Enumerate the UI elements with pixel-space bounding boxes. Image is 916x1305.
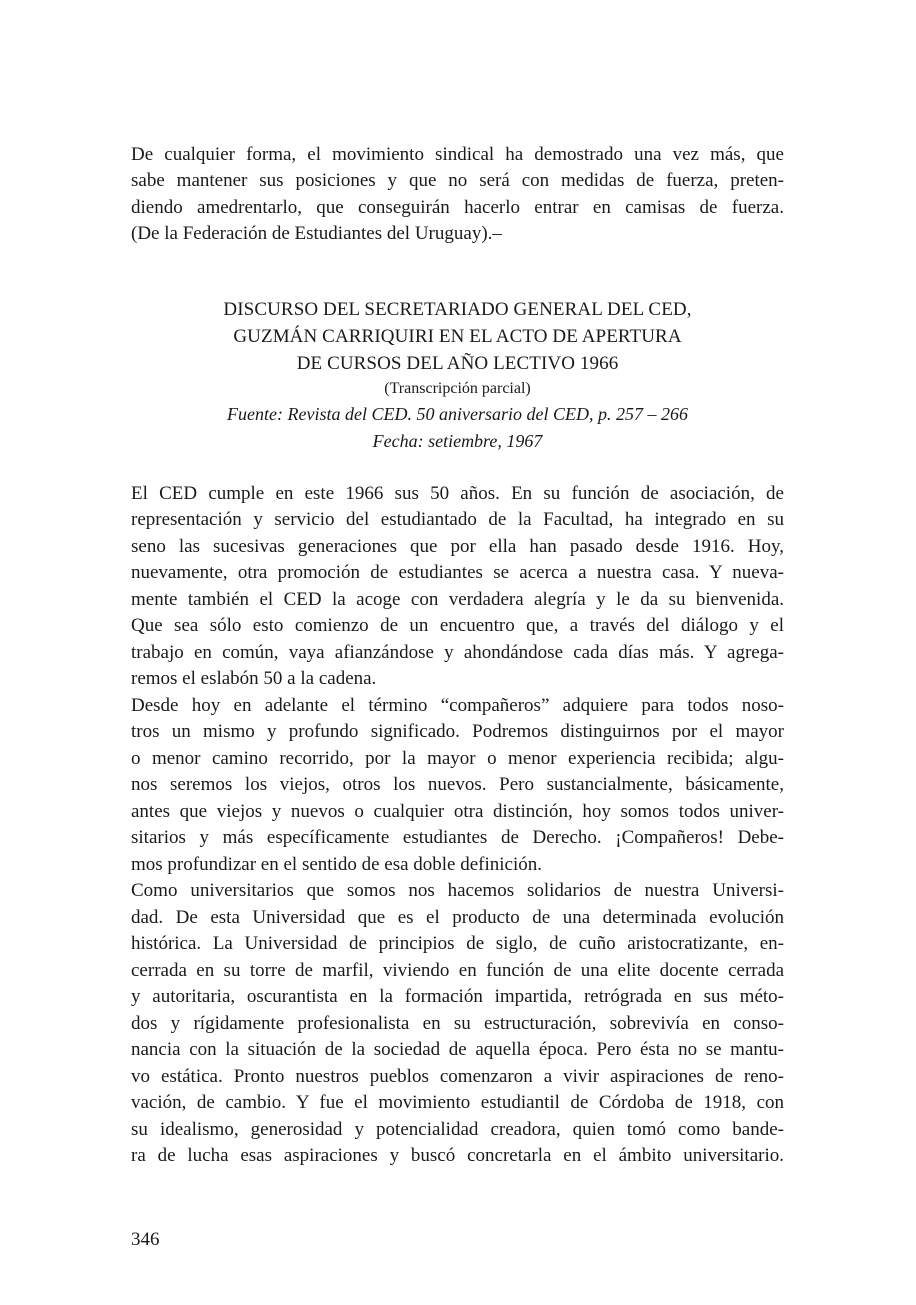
body-line: o menor camino recorrido, por la mayor o menor experiencia recibida; algu- [131,748,784,769]
body-line: nuevamente, otra promoción de estudiantes se acerca a nuestra casa. Y nueva- [131,562,784,583]
body-line: seno las sucesivas generaciones que por ella han pasado desde 1916. Hoy, [131,536,784,557]
body-line: trabajo en común, vaya afianzándose y ahondándose cada días más. Y agrega- [131,642,784,663]
body-line: El CED cumple en este 1966 sus 50 años. En su función de asociación, de [131,483,784,504]
body-line: representación y servicio del estudiantado de la Facultad, ha integrado en su [131,509,784,530]
body-line: sitarios y más específicamente estudiantes de Derecho. ¡Compañeros! Debe- [131,827,784,848]
body-line: dos y rígidamente profesionalista en su estructuración, sobrevivía en conso- [131,1013,784,1034]
heading-title-line: GUZMÁN CARRIQUIRI EN EL ACTO DE APERTURA [233,326,682,347]
body-line: histórica. La Universidad de principios de siglo, de cuño aristocratizante, en- [131,933,784,954]
body-line: tros un mismo y profundo significado. Podremos distinguirnos por el mayor [131,721,784,742]
heading-title-line: DISCURSO DEL SECRETARIADO GENERAL DEL CED, [223,299,692,320]
body-line: y autoritaria, oscurantista en la formación impartida, retrógrada en sus méto- [131,986,784,1007]
body-line: mente también el CED la acoge con verdadera alegría y le da su bienvenida. [131,589,784,610]
body-line: mos profundizar en el sentido de esa doble definición. [131,854,543,875]
body-line: Como universitarios que somos nos hacemos solidarios de nuestra Universi- [131,880,784,901]
body-line: remos el eslabón 50 a la cadena. [131,668,377,689]
intro-line: (De la Federación de Estudiantes del Uruguay).– [131,223,502,244]
heading-date: Fecha: setiembre, 1967 [372,431,543,451]
body-line: dad. De esta Universidad que es el producto de una determinada evolución [131,907,784,928]
body-line: su idealismo, generosidad y potencialidad creadora, quien tomó como bande- [131,1119,784,1140]
body-line: ra de lucha esas aspiraciones y buscó concretarla en el ámbito universitario. [131,1145,784,1166]
body-line: Que sea sólo esto comienzo de un encuentro que, a través del diálogo y el [131,615,784,636]
page-number: 346 [131,1229,160,1250]
body-line: antes que viejos y nuevos o cualquier otra distinción, hoy somos todos univer- [131,801,784,822]
intro-line: sabe mantener sus posiciones y que no será con medidas de fuerza, preten- [131,170,784,191]
intro-line: De cualquier forma, el movimiento sindical ha demostrado una vez más, que [131,144,784,165]
intro-line: diendo amedrentarlo, que conseguirán hacerlo entrar en camisas de fuerza. [131,197,784,218]
heading-note: (Transcripción parcial) [384,380,531,397]
body-line: vo estática. Pronto nuestros pueblos comenzaron a vivir aspiraciones de reno- [131,1066,784,1087]
body-line: nancia con la situación de la sociedad de aquella época. Pero ésta no se mantu- [131,1039,784,1060]
heading-source: Fuente: Revista del CED. 50 aniversario del CED, p. 257 – 266 [227,404,688,424]
body-line: cerrada en su torre de marfil, viviendo en función de una elite docente cerrada [131,960,784,981]
body-line: nos seremos los viejos, otros los nuevos. Pero sustancialmente, básicamente, [131,774,784,795]
heading-title-line: DE CURSOS DEL AÑO LECTIVO 1966 [296,353,619,374]
body-line: vación, de cambio. Y fue el movimiento estudiantil de Córdoba de 1918, con [131,1092,784,1113]
body-line: Desde hoy en adelante el término “compañeros” adquiere para todos noso- [131,695,784,716]
